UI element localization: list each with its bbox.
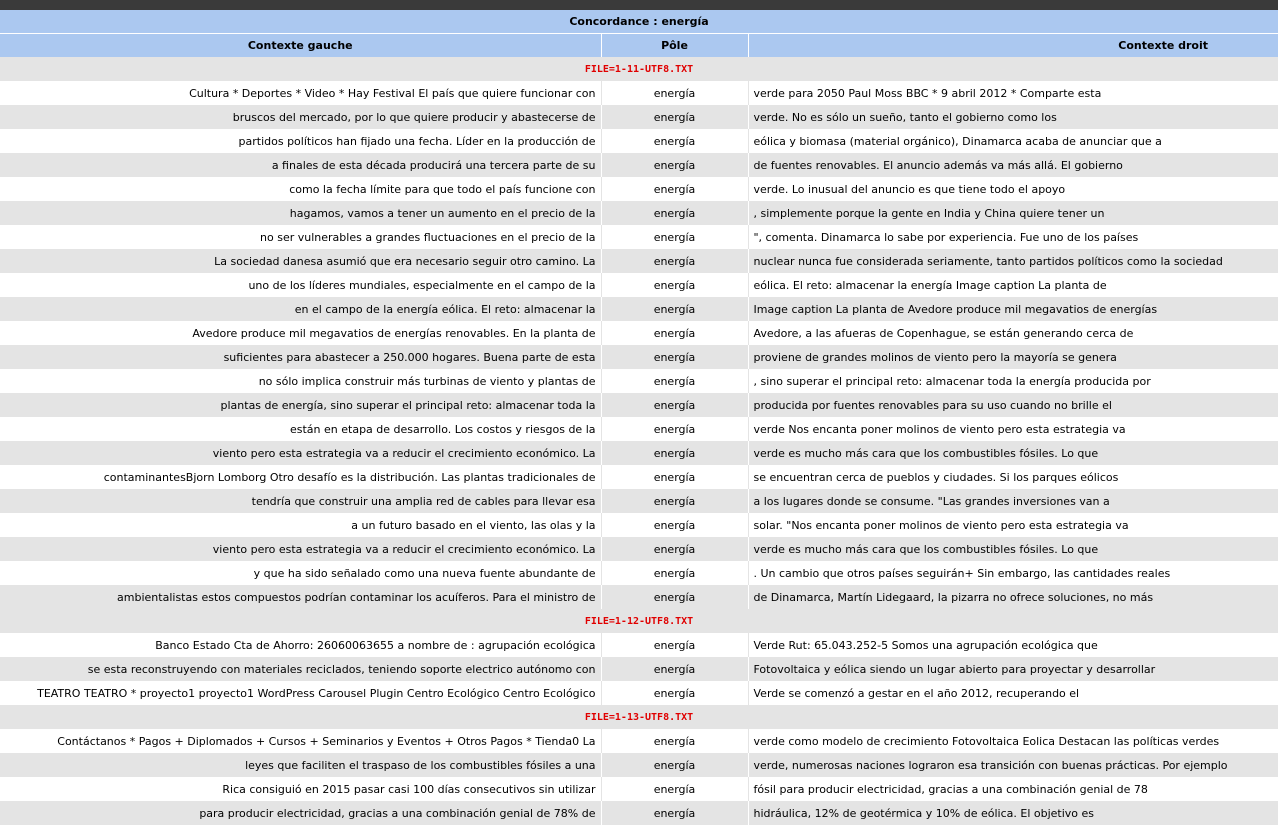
header-pole[interactable]: Pôle	[601, 34, 748, 58]
right-context-cell: verde. No es sólo un sueño, tanto el gobierno como los	[748, 105, 1278, 129]
pole-cell: energía	[601, 681, 748, 705]
concordance-row[interactable]	[0, 201, 1278, 225]
pole-cell: energía	[601, 753, 748, 777]
right-context-cell: , simplemente porque la gente en India y China quiere tener un	[748, 201, 1278, 225]
concordance-row[interactable]	[0, 177, 1278, 201]
pole-cell: energía	[601, 537, 748, 561]
header-row	[0, 34, 1278, 58]
concordance-row[interactable]	[0, 225, 1278, 249]
pole-cell: energía	[601, 321, 748, 345]
right-context-cell: nuclear nunca fue considerada seriamente, tanto partidos políticos como la sociedad	[748, 249, 1278, 273]
left-context-cell: viento pero esta estrategia va a reducir el crecimiento económico. La	[0, 441, 601, 465]
pole-cell: energía	[601, 513, 748, 537]
pole-cell: energía	[601, 801, 748, 825]
right-context-cell: Avedore, a las afueras de Copenhague, se están generando cerca de	[748, 321, 1278, 345]
page-title: Concordance : energía	[0, 10, 1278, 34]
concordance-table	[0, 10, 1278, 825]
right-context-cell: de fuentes renovables. El anuncio además va más allá. El gobierno	[748, 153, 1278, 177]
concordance-row[interactable]	[0, 513, 1278, 537]
left-context-cell: viento pero esta estrategia va a reducir el crecimiento económico. La	[0, 537, 601, 561]
concordance-row[interactable]	[0, 633, 1278, 657]
pole-cell: energía	[601, 489, 748, 513]
left-context-cell: a un futuro basado en el viento, las olas y la	[0, 513, 601, 537]
right-context-cell: Fotovoltaica y eólica siendo un lugar abierto para proyectar y desarrollar	[748, 657, 1278, 681]
left-context-cell: suficientes para abastecer a 250.000 hogares. Buena parte de esta	[0, 345, 601, 369]
left-context-cell: leyes que faciliten el traspaso de los combustibles fósiles a una	[0, 753, 601, 777]
file-label: FILE=1-11-UTF8.TXT	[0, 57, 1278, 81]
concordance-row[interactable]	[0, 273, 1278, 297]
concordance-row[interactable]	[0, 657, 1278, 681]
pole-cell: energía	[601, 585, 748, 609]
right-context-cell: , sino superar el principal reto: almacenar toda la energía producida por	[748, 369, 1278, 393]
concordance-row[interactable]	[0, 297, 1278, 321]
pole-cell: energía	[601, 417, 748, 441]
pole-cell: energía	[601, 441, 748, 465]
left-context-cell: en el campo de la energía eólica. El reto: almacenar la	[0, 297, 601, 321]
left-context-cell: tendría que construir una amplia red de cables para llevar esa	[0, 489, 601, 513]
left-context-cell: están en etapa de desarrollo. Los costos y riesgos de la	[0, 417, 601, 441]
concordance-body	[0, 57, 1278, 825]
right-context-cell: verde es mucho más cara que los combustibles fósiles. Lo que	[748, 441, 1278, 465]
pole-cell: energía	[601, 465, 748, 489]
concordance-row[interactable]	[0, 321, 1278, 345]
header-left-context[interactable]: Contexte gauche	[0, 34, 601, 58]
right-context-cell: de Dinamarca, Martín Lidegaard, la pizarra no ofrece soluciones, no más	[748, 585, 1278, 609]
concordance-row[interactable]	[0, 489, 1278, 513]
pole-cell: energía	[601, 633, 748, 657]
left-context-cell: no ser vulnerables a grandes fluctuaciones en el precio de la	[0, 225, 601, 249]
pole-cell: energía	[601, 561, 748, 585]
pole-cell: energía	[601, 177, 748, 201]
concordance-row[interactable]	[0, 105, 1278, 129]
pole-cell: energía	[601, 297, 748, 321]
title-row	[0, 10, 1278, 34]
left-context-cell: Rica consiguió en 2015 pasar casi 100 días consecutivos sin utilizar	[0, 777, 601, 801]
left-context-cell: Cultura * Deportes * Video * Hay Festival El país que quiere funcionar con	[0, 81, 601, 105]
right-context-cell: ", comenta. Dinamarca lo sabe por experiencia. Fue uno de los países	[748, 225, 1278, 249]
right-context-cell: verde es mucho más cara que los combustibles fósiles. Lo que	[748, 537, 1278, 561]
left-context-cell: TEATRO TEATRO * proyecto1 proyecto1 WordPress Carousel Plugin Centro Ecológico Centro Ecológico	[0, 681, 601, 705]
left-context-cell: se esta reconstruyendo con materiales reciclados, teniendo soporte electrico autónomo con	[0, 657, 601, 681]
right-context-cell: verde, numerosas naciones lograron esa transición con buenas prácticas. Por ejemplo	[748, 753, 1278, 777]
right-context-cell: eólica y biomasa (material orgánico), Dinamarca acaba de anunciar que a	[748, 129, 1278, 153]
left-context-cell: uno de los líderes mundiales, especialmente en el campo de la	[0, 273, 601, 297]
left-context-cell: Banco Estado Cta de Ahorro: 26060063655 a nombre de : agrupación ecológica	[0, 633, 601, 657]
pole-cell: energía	[601, 201, 748, 225]
right-context-cell: verde. Lo inusual del anuncio es que tiene todo el apoyo	[748, 177, 1278, 201]
concordance-row[interactable]	[0, 441, 1278, 465]
left-context-cell: como la fecha límite para que todo el país funcione con	[0, 177, 601, 201]
pole-cell: energía	[601, 273, 748, 297]
concordance-row[interactable]	[0, 345, 1278, 369]
left-context-cell: y que ha sido señalado como una nueva fuente abundante de	[0, 561, 601, 585]
right-context-cell: Image caption La planta de Avedore produce mil megavatios de energías	[748, 297, 1278, 321]
right-context-cell: eólica. El reto: almacenar la energía Image caption La planta de	[748, 273, 1278, 297]
file-label: FILE=1-13-UTF8.TXT	[0, 705, 1278, 729]
pole-cell: energía	[601, 153, 748, 177]
left-context-cell: contaminantesBjorn Lomborg Otro desafío es la distribución. Las plantas tradicionales de	[0, 465, 601, 489]
concordance-row[interactable]	[0, 681, 1278, 705]
right-context-cell: hidráulica, 12% de geotérmica y 10% de eólica. El objetivo es	[748, 801, 1278, 825]
file-separator-row	[0, 57, 1278, 81]
concordance-row[interactable]	[0, 369, 1278, 393]
left-context-cell: bruscos del mercado, por lo que quiere producir y abastecerse de	[0, 105, 601, 129]
pole-cell: energía	[601, 225, 748, 249]
concordance-row[interactable]	[0, 585, 1278, 609]
pole-cell: energía	[601, 81, 748, 105]
concordance-row[interactable]	[0, 249, 1278, 273]
left-context-cell: partidos políticos han fijado una fecha. Líder en la producción de	[0, 129, 601, 153]
concordance-row[interactable]	[0, 561, 1278, 585]
right-context-cell: verde como modelo de crecimiento Fotovoltaica Eolica Destacan las políticas verdes	[748, 729, 1278, 753]
left-context-cell: hagamos, vamos a tener un aumento en el precio de la	[0, 201, 601, 225]
left-context-cell: La sociedad danesa asumió que era necesario seguir otro camino. La	[0, 249, 601, 273]
header-right-context[interactable]: Contexte droit	[748, 34, 1278, 58]
left-context-cell: Avedore produce mil megavatios de energías renovables. En la planta de	[0, 321, 601, 345]
right-context-cell: verde Nos encanta poner molinos de viento pero esta estrategia va	[748, 417, 1278, 441]
right-context-cell: . Un cambio que otros países seguirán+ Sin embargo, las cantidades reales	[748, 561, 1278, 585]
top-bar	[0, 0, 1278, 10]
pole-cell: energía	[601, 657, 748, 681]
left-context-cell: Contáctanos * Pagos + Diplomados + Cursos + Seminarios y Eventos + Otros Pagos * Tienda0 La	[0, 729, 601, 753]
left-context-cell: para producir electricidad, gracias a una combinación genial de 78% de	[0, 801, 601, 825]
pole-cell: energía	[601, 345, 748, 369]
pole-cell: energía	[601, 369, 748, 393]
left-context-cell: no sólo implica construir más turbinas de viento y plantas de	[0, 369, 601, 393]
file-label: FILE=1-12-UTF8.TXT	[0, 609, 1278, 633]
concordance-row[interactable]	[0, 393, 1278, 417]
concordance-row[interactable]	[0, 81, 1278, 105]
pole-cell: energía	[601, 777, 748, 801]
right-context-cell: Verde Rut: 65.043.252-5 Somos una agrupación ecológica que	[748, 633, 1278, 657]
concordance-row[interactable]	[0, 801, 1278, 825]
concordance-row[interactable]	[0, 753, 1278, 777]
pole-cell: energía	[601, 729, 748, 753]
pole-cell: energía	[601, 249, 748, 273]
left-context-cell: plantas de energía, sino superar el principal reto: almacenar toda la	[0, 393, 601, 417]
file-separator-row	[0, 609, 1278, 633]
right-context-cell: solar. "Nos encanta poner molinos de viento pero esta estrategia va	[748, 513, 1278, 537]
left-context-cell: ambientalistas estos compuestos podrían contaminar los acuíferos. Para el ministro de	[0, 585, 601, 609]
right-context-cell: a los lugares donde se consume. "Las grandes inversiones van a	[748, 489, 1278, 513]
concordance-row[interactable]	[0, 537, 1278, 561]
pole-cell: energía	[601, 393, 748, 417]
right-context-cell: Verde se comenzó a gestar en el año 2012, recuperando el	[748, 681, 1278, 705]
concordance-row[interactable]	[0, 417, 1278, 441]
pole-cell: energía	[601, 105, 748, 129]
file-separator-row	[0, 705, 1278, 729]
right-context-cell: se encuentran cerca de pueblos y ciudades. Si los parques eólicos	[748, 465, 1278, 489]
right-context-cell: verde para 2050 Paul Moss BBC * 9 abril 2012 * Comparte esta	[748, 81, 1278, 105]
concordance-row[interactable]	[0, 153, 1278, 177]
right-context-cell: fósil para producir electricidad, gracias a una combinación genial de 78	[748, 777, 1278, 801]
concordance-row[interactable]	[0, 777, 1278, 801]
concordance-row[interactable]	[0, 729, 1278, 753]
concordance-row[interactable]	[0, 465, 1278, 489]
concordance-row[interactable]	[0, 129, 1278, 153]
pole-cell: energía	[601, 129, 748, 153]
right-context-cell: proviene de grandes molinos de viento pero la mayoría se genera	[748, 345, 1278, 369]
right-context-cell: producida por fuentes renovables para su uso cuando no brille el	[748, 393, 1278, 417]
left-context-cell: a finales de esta década producirá una tercera parte de su	[0, 153, 601, 177]
